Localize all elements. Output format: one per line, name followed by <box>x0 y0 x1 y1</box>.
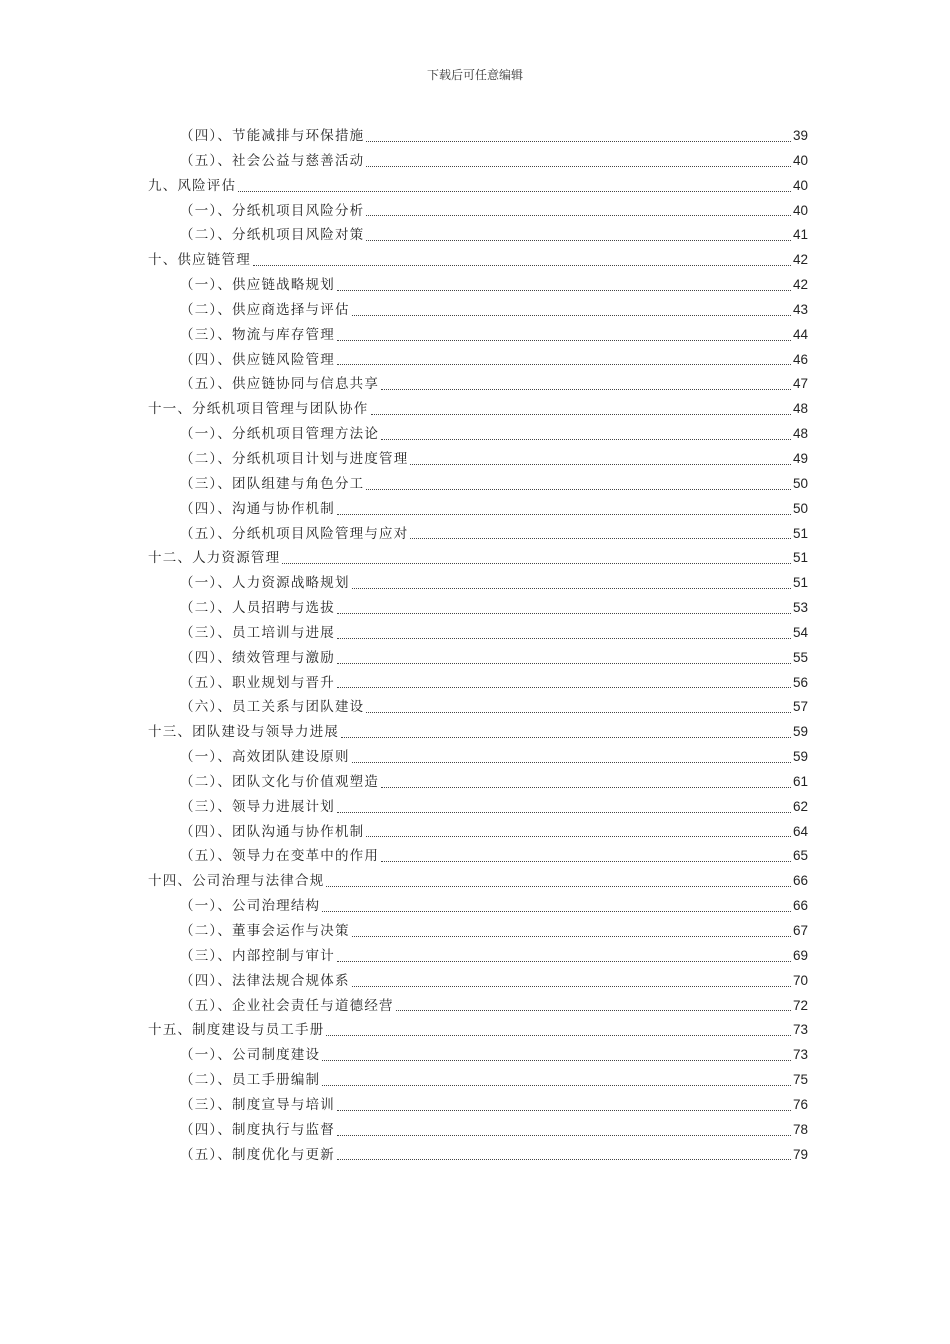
toc-entry-title: （五）、领导力在变革中的作用 <box>180 848 380 865</box>
toc-entry-title: （四）、法律法规合规体系 <box>180 972 350 989</box>
toc-dot-leader <box>371 413 791 415</box>
toc-dot-leader <box>352 314 791 316</box>
toc-entry-title: （三）、内部控制与审计 <box>180 947 335 964</box>
toc-section-entry[interactable] <box>148 348 808 373</box>
toc-dot-leader <box>337 960 791 962</box>
toc-page-number: 51 <box>792 525 808 541</box>
toc-section-entry[interactable] <box>148 1093 808 1118</box>
toc-entry-title: （一）、高效团队建设原则 <box>180 749 350 766</box>
toc-page-number: 53 <box>792 600 808 616</box>
toc-page-number: 55 <box>792 649 808 665</box>
toc-page-number: 40 <box>792 202 808 218</box>
toc-entry-title: （三）、团队组建与角色分工 <box>180 475 365 492</box>
toc-page-number: 65 <box>792 848 808 864</box>
toc-section-entry[interactable] <box>148 795 808 820</box>
toc-entry-title: 十三、团队建设与领导力进展 <box>148 724 340 741</box>
toc-entry-title: （三）、制度宣导与培训 <box>180 1096 335 1113</box>
toc-section-entry[interactable] <box>148 472 808 497</box>
toc-page-number: 69 <box>792 947 808 963</box>
toc-section-entry[interactable] <box>148 522 808 547</box>
toc-section-entry[interactable] <box>148 770 808 795</box>
toc-entry-title: （三）、员工培训与进展 <box>180 624 335 641</box>
toc-section-entry[interactable] <box>148 298 808 323</box>
toc-page-number: 39 <box>792 128 808 143</box>
toc-page-number: 78 <box>792 1121 808 1137</box>
toc-entry-title: （一）、供应链战略规划 <box>180 277 335 294</box>
toc-page-number: 57 <box>792 699 808 715</box>
toc-chapter-entry[interactable] <box>148 869 808 894</box>
toc-page-number: 43 <box>792 301 808 317</box>
toc-dot-leader <box>381 860 791 862</box>
toc-page-number: 47 <box>792 376 808 392</box>
toc-section-entry[interactable] <box>148 571 808 596</box>
toc-section-entry[interactable] <box>148 820 808 845</box>
toc-dot-leader <box>366 488 791 490</box>
toc-entry-title: （二）、分纸机项目计划与进度管理 <box>180 450 409 467</box>
toc-entry-title: （五）、企业社会责任与道德经营 <box>180 997 394 1014</box>
toc-entry-title: （五）、职业规划与晋升 <box>180 674 335 691</box>
toc-entry-title: 十四、公司治理与法律合规 <box>148 873 325 890</box>
toc-section-entry[interactable] <box>148 919 808 944</box>
toc-section-entry[interactable] <box>148 447 808 472</box>
toc-section-entry[interactable] <box>148 497 808 522</box>
toc-section-entry[interactable] <box>148 149 808 174</box>
toc-chapter-entry[interactable] <box>148 720 808 745</box>
toc-section-entry[interactable] <box>148 422 808 447</box>
toc-page-number: 62 <box>792 798 808 814</box>
toc-dot-leader <box>337 363 791 365</box>
toc-page-number: 56 <box>792 674 808 690</box>
toc-dot-leader <box>337 637 791 639</box>
toc-page-number: 42 <box>792 252 808 268</box>
toc-chapter-entry[interactable] <box>148 397 808 422</box>
toc-dot-leader <box>396 1009 791 1011</box>
toc-chapter-entry[interactable] <box>148 1018 808 1043</box>
toc-dot-leader <box>238 190 791 192</box>
toc-page-number: 66 <box>792 873 808 889</box>
toc-entry-title: （三）、物流与库存管理 <box>180 326 335 343</box>
toc-section-entry[interactable] <box>148 969 808 994</box>
toc-dot-leader <box>366 165 791 167</box>
toc-section-entry[interactable] <box>148 1068 808 1093</box>
toc-page-number: 40 <box>792 152 808 168</box>
toc-entry-title: （一）、分纸机项目管理方法论 <box>180 426 380 443</box>
toc-page-number: 67 <box>792 923 808 938</box>
toc-page-number: 44 <box>792 326 808 342</box>
toc-entry-title: （一）、分纸机项目风险分析 <box>180 202 365 219</box>
toc-entry-title: （二）、人员招聘与选拔 <box>180 600 335 617</box>
toc-entry-title: （二）、董事会运作与决策 <box>180 923 350 939</box>
toc-dot-leader <box>352 985 791 987</box>
toc-entry-title: （五）、分纸机项目风险管理与应对 <box>180 525 409 542</box>
toc-page-number: 50 <box>792 475 808 491</box>
toc-page-number: 73 <box>792 1022 808 1038</box>
toc-entry-title: （五）、社会公益与慈善活动 <box>180 152 365 169</box>
toc-dot-leader <box>253 264 791 266</box>
toc-page-number: 70 <box>792 972 808 988</box>
toc-page-number: 41 <box>792 227 808 243</box>
toc-dot-leader <box>326 1034 791 1036</box>
toc-dot-leader <box>352 587 791 589</box>
toc-section-entry[interactable] <box>148 124 808 149</box>
toc-dot-leader <box>282 562 791 564</box>
toc-entry-title: （二）、团队文化与价值观塑造 <box>180 773 380 790</box>
toc-page-number: 40 <box>792 177 808 193</box>
toc-dot-leader <box>410 537 791 539</box>
toc-section-entry[interactable] <box>148 199 808 224</box>
toc-dot-leader <box>366 711 791 713</box>
toc-page-number: 50 <box>792 500 808 516</box>
toc-dot-leader <box>337 811 791 813</box>
toc-entry-title: （一）、人力资源战略规划 <box>180 575 350 592</box>
toc-page-number: 51 <box>792 575 808 591</box>
toc-dot-leader <box>366 239 791 241</box>
toc-page-number: 79 <box>792 1146 808 1162</box>
toc-dot-leader <box>352 761 791 763</box>
toc-page-number: 42 <box>792 277 808 293</box>
toc-entry-title: （二）、供应商选择与评估 <box>180 301 350 318</box>
toc-entry-title: （三）、领导力进展计划 <box>180 798 335 815</box>
toc-dot-leader <box>337 513 791 515</box>
toc-entry-title: （四）、团队沟通与协作机制 <box>180 823 365 840</box>
toc-entry-title: （一）、公司治理结构 <box>180 898 321 915</box>
toc-section-entry[interactable] <box>148 944 808 969</box>
toc-section-entry[interactable] <box>148 994 808 1019</box>
toc-section-entry[interactable] <box>148 1143 808 1168</box>
toc-dot-leader <box>337 339 791 341</box>
table-of-contents <box>148 124 808 1167</box>
toc-entry-title: 九、风险评估 <box>148 177 237 194</box>
toc-page-number: 76 <box>792 1096 808 1112</box>
toc-section-entry[interactable] <box>148 621 808 646</box>
toc-section-entry[interactable] <box>148 844 808 869</box>
toc-page-number: 64 <box>792 823 808 839</box>
toc-section-entry[interactable] <box>148 273 808 298</box>
toc-dot-leader <box>337 686 791 688</box>
toc-dot-leader <box>326 885 791 887</box>
toc-chapter-entry[interactable] <box>148 248 808 273</box>
page-header-note: 下载后可任意编辑 <box>426 68 523 82</box>
toc-dot-leader <box>366 214 791 216</box>
toc-chapter-entry[interactable] <box>148 546 808 571</box>
toc-page-number: 54 <box>792 624 808 640</box>
toc-section-entry[interactable] <box>148 745 808 770</box>
toc-page-number: 59 <box>792 749 808 765</box>
toc-entry-title: （五）、供应链协同与信息共享 <box>180 376 380 393</box>
toc-chapter-entry[interactable] <box>148 174 808 199</box>
toc-entry-title: 十二、人力资源管理 <box>148 550 281 567</box>
toc-dot-leader <box>341 736 791 738</box>
toc-section-entry[interactable] <box>148 223 808 248</box>
toc-dot-leader <box>381 786 791 788</box>
toc-entry-title: （二）、员工手册编制 <box>180 1072 321 1089</box>
toc-page-number: 73 <box>792 1047 808 1063</box>
toc-dot-leader <box>337 612 791 614</box>
toc-entry-title: （四）、绩效管理与激励 <box>180 649 335 666</box>
toc-dot-leader <box>337 1109 791 1111</box>
toc-dot-leader <box>381 388 791 390</box>
toc-dot-leader <box>381 438 791 440</box>
toc-dot-leader <box>322 910 791 912</box>
toc-entry-title: （二）、分纸机项目风险对策 <box>180 227 365 244</box>
toc-entry-title: （五）、制度优化与更新 <box>180 1146 335 1163</box>
toc-entry-title: （四）、制度执行与监督 <box>180 1121 335 1138</box>
toc-entry-title: （四）、节能减排与环保措施 <box>180 128 365 144</box>
toc-section-entry[interactable] <box>148 894 808 919</box>
toc-entry-title: 十五、制度建设与员工手册 <box>148 1022 325 1039</box>
toc-page-number: 46 <box>792 351 808 367</box>
toc-page-number: 59 <box>792 724 808 740</box>
toc-page-number: 48 <box>792 426 808 442</box>
toc-dot-leader <box>352 935 791 937</box>
toc-entry-title: （四）、沟通与协作机制 <box>180 500 335 517</box>
toc-page-number: 61 <box>792 773 808 789</box>
toc-section-entry[interactable] <box>148 1118 808 1143</box>
toc-page-number: 75 <box>792 1072 808 1088</box>
toc-dot-leader <box>322 1059 791 1061</box>
toc-section-entry[interactable] <box>148 646 808 671</box>
toc-dot-leader <box>337 662 791 664</box>
toc-entry-title: （一）、公司制度建设 <box>180 1047 321 1064</box>
toc-page-number: 49 <box>792 450 808 466</box>
toc-section-entry[interactable] <box>148 671 808 696</box>
toc-dot-leader <box>366 835 791 837</box>
toc-section-entry[interactable] <box>148 323 808 348</box>
toc-page-number: 51 <box>792 550 808 566</box>
toc-dot-leader <box>337 1134 791 1136</box>
toc-page-number: 48 <box>792 401 808 417</box>
toc-entry-title: （四）、供应链风险管理 <box>180 351 335 368</box>
toc-section-entry[interactable] <box>148 372 808 397</box>
toc-dot-leader <box>366 140 791 142</box>
toc-section-entry[interactable] <box>148 596 808 621</box>
toc-entry-title: 十、供应链管理 <box>148 252 251 269</box>
toc-dot-leader <box>410 463 791 465</box>
toc-section-entry[interactable] <box>148 1043 808 1068</box>
toc-dot-leader <box>322 1084 791 1086</box>
toc-entry-title: （六）、员工关系与团队建设 <box>180 699 365 716</box>
toc-dot-leader <box>337 289 791 291</box>
toc-page-number: 72 <box>792 997 808 1013</box>
toc-section-entry[interactable] <box>148 695 808 720</box>
toc-dot-leader <box>337 1158 791 1160</box>
toc-entry-title: 十一、分纸机项目管理与团队协作 <box>148 401 369 418</box>
toc-page-number: 66 <box>792 898 808 914</box>
